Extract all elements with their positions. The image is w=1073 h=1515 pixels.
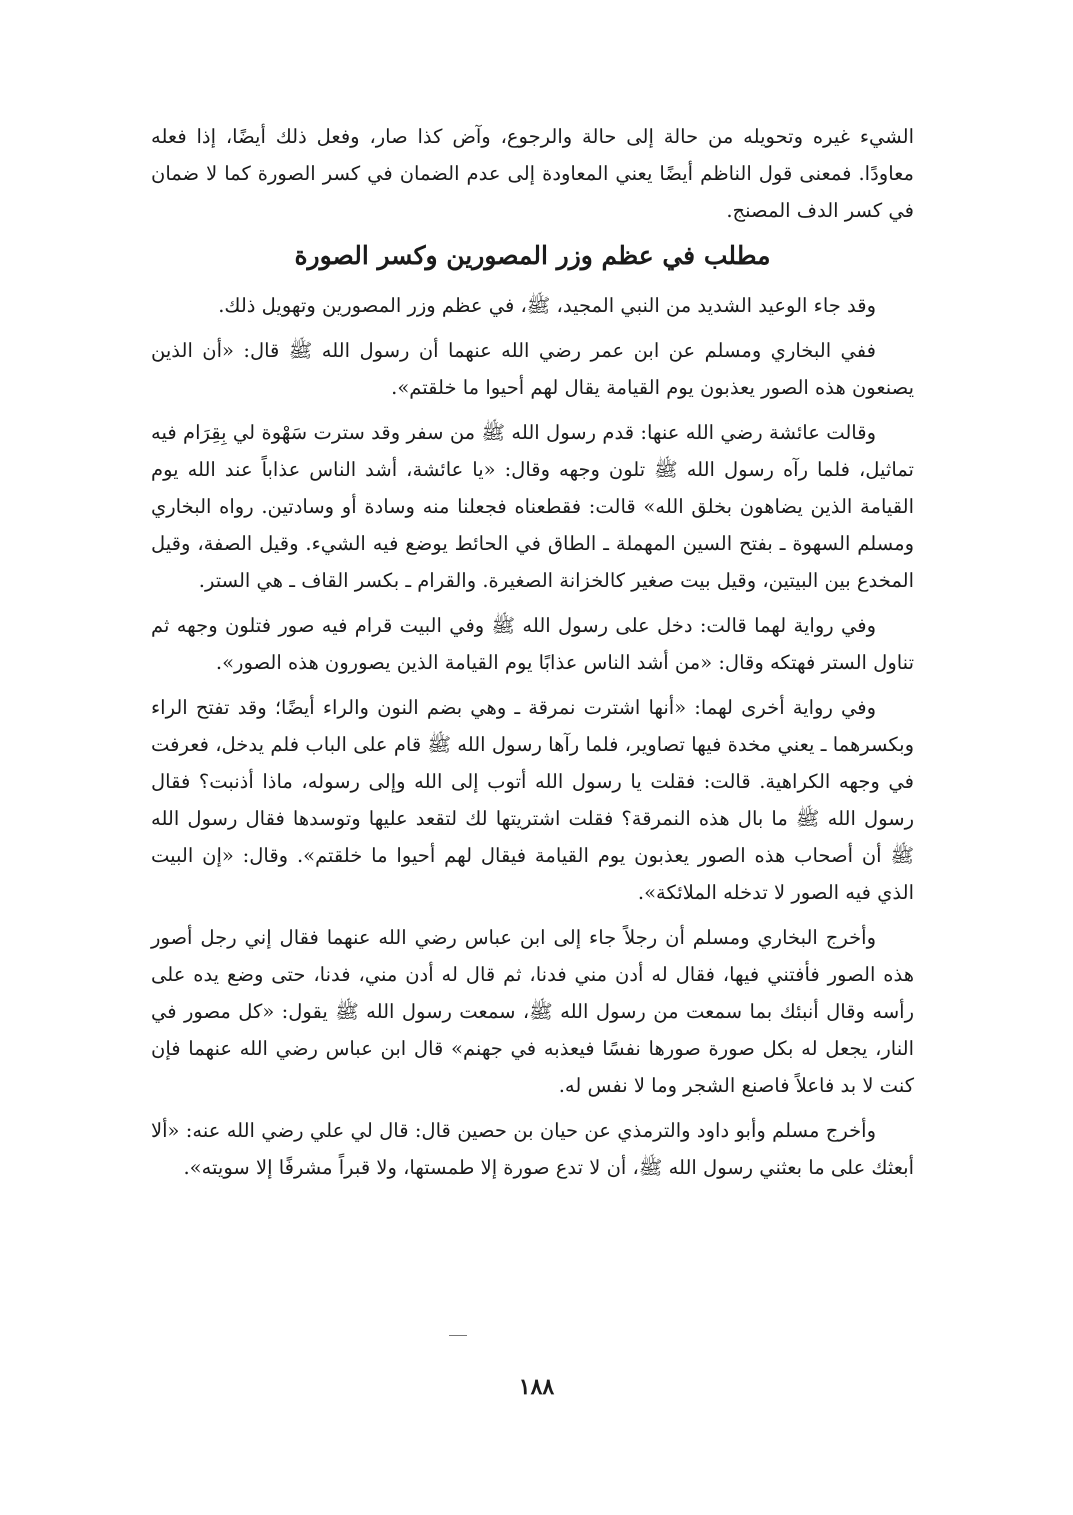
page-number: ١٨٨ — [518, 1374, 555, 1400]
paragraph: ففي البخاري ومسلم عن ابن عمر رضي الله عنهما أن رسول الله ﷺ قال: «أن الذين يصنعون هذه الصور يعذبون يوم القيامة يقال لهم أحيوا ما خلقتم». — [151, 339, 914, 399]
paragraph: وأخرج مسلم وأبو داود والترمذي عن حيان بن حصين قال: قال لي علي رضي الله عنه: «ألا أبعثك على ما بعثني رسول الله ﷺ، أن لا تدع صورة إلا طمستها، ولا قبراً مشرفًا إلا سويته». — [151, 1119, 914, 1179]
paragraph: وقالت عائشة رضي الله عنها: قدم رسول الله ﷺ من سفر وقد سترت سَهْوة لي بِقِرَام فيه تماثيل، فلما رآه رسول الله ﷺ تلون وجهه وقال: «يا عائشة، أشد الناس عذاباً عند الله يوم القيامة الذين يضاهون بخلق الله» قالت: فقطعناه فجعلنا منه وسادة أو وسادتين. رواه البخاري ومسلم السهوة ـ بفتح السين المهملة ـ الطاق في الحائط يوضع فيه الشيء. وقيل الصفة، وقيل المخدع بين البيتين، وقيل بيت صغير كالخزانة الصغيرة. والقرام ـ بكسر القاف ـ هي الستر. — [151, 421, 914, 592]
section-heading: مطلب في عظم وزر المصورين وكسر الصورة — [294, 241, 771, 270]
paragraph: وفي رواية أخرى لهما: «أنها اشترت نمرقة ـ وهي بضم النون والراء أيضًا؛ وقد تفتح الراء وبكسرهما ـ يعني مخدة فيها تصاوير، فلما رآها رسول الله ﷺ قام على الباب فلم يدخل، فعرفت في وجهه الكراهية. قالت: فقلت يا رسول الله أتوب إلى الله وإلى رسوله، ماذا أذنبت؟ فقال رسول الله ﷺ ما بال هذه النمرقة؟ فقلت اشتريتها لك لتقعد عليها وتوسدها فقال رسول الله ﷺ أن أصحاب هذه الصور يعذبون يوم القيامة فيقال لهم أحيوا ما خلقتم». وقال: «إن البيت الذي فيه الصور لا تدخله الملائكة». — [151, 696, 914, 904]
paragraph: وأخرج البخاري ومسلم أن رجلاً جاء إلى ابن عباس رضي الله عنهما فقال إني رجل أصور هذه الصور فأفتني فيها، فقال له أدن مني فدنا، ثم قال له أدن مني، فدنا، حتى وضع يده على رأسه وقال أنبئك بما سمعت من رسول الله ﷺ، سمعت رسول الله ﷺ يقول: «كل مصور في النار، يجعل له بكل صورة صورها نفسًا فيعذبه في جهنم» قال ابن عباس رضي الله عنهما فإن كنت لا بد فاعلاً فاصنع الشجر وما لا نفس له. — [151, 926, 914, 1097]
page-body — [151, 118, 914, 1418]
footnote-rule — [449, 1335, 467, 1336]
paragraph: وفي رواية لهما قالت: دخل على رسول الله ﷺ وفي البيت قرام فيه صور فتلون وجهه ثم تناول الستر فهتكه وقال: «من أشد الناس عذابًا يوم القيامة الذين يصورون هذه الصور». — [151, 614, 914, 674]
opening-paragraph: الشيء غيره وتحويله من حالة إلى حالة والرجوع، وآض كذا صار، وفعل ذلك أيضًا، إذا فعله معاودًا. فمعنى قول الناظم أيضًا يعني المعاودة إلى عدم الضمان في كسر الصورة كما لا ضمان في كسر الدف المصنج. — [151, 125, 914, 222]
paragraph: وقد جاء الوعيد الشديد من النبي المجيد، ﷺ، في عظم وزر المصورين وتهويل ذلك. — [218, 294, 876, 317]
